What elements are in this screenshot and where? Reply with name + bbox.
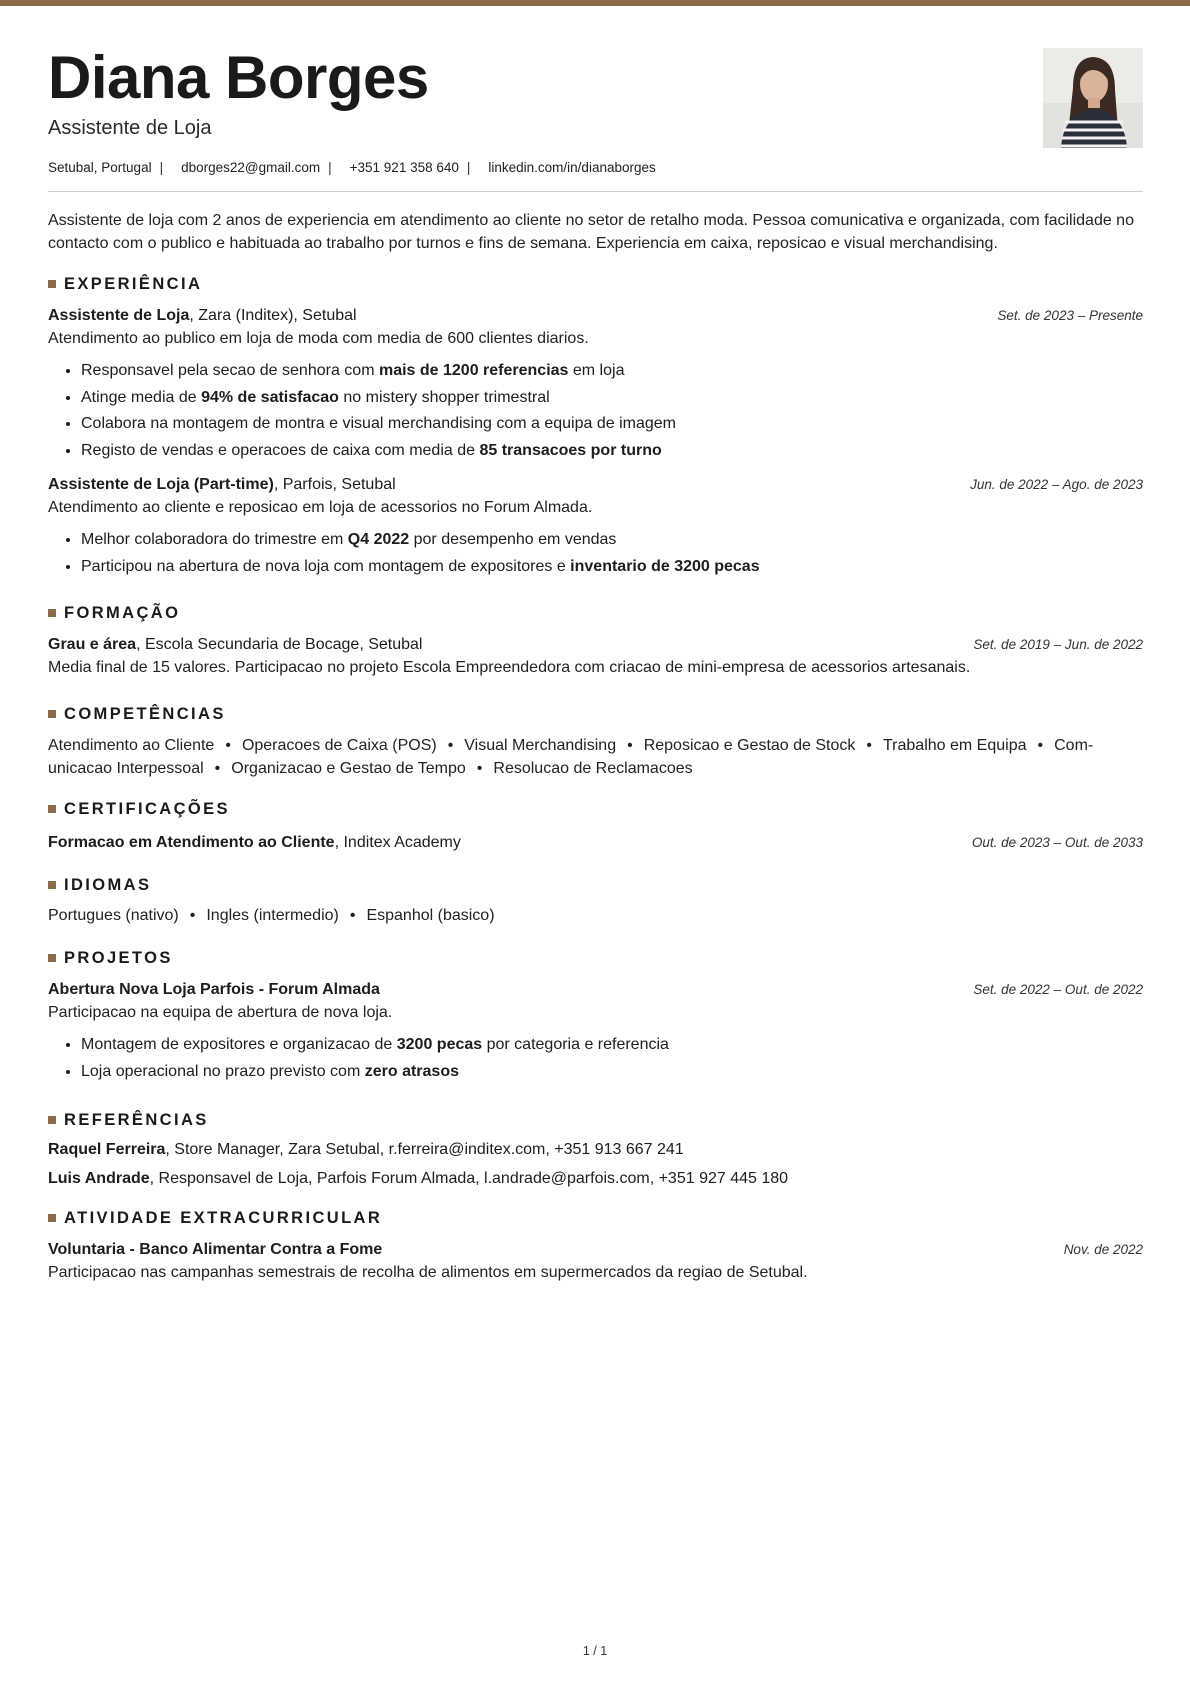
section-heading: [48, 874, 1143, 896]
bullet-dot-icon: •: [866, 737, 872, 754]
portrait-icon: [1043, 48, 1143, 148]
entry-description: Participacao nas campanhas semestrais de recolha de alimentos em supermercados da regiao de Setubal.: [48, 1264, 808, 1281]
bullet-text: Melhor colaboradora do trimestre em: [81, 531, 348, 548]
entry-description: Media final de 15 valores. Participacao no projeto Escola Empreendedora com criacao de mini-empresa de acessorios artesanais.: [48, 659, 971, 676]
extracurricular-entry: [48, 1239, 1143, 1284]
job-role: Assistente de Loja: [48, 307, 190, 324]
section-heading-label: IDIOMAS: [64, 875, 152, 894]
contact-separator: |: [466, 160, 471, 175]
bullet-highlight: mais de 1200 referencias: [378, 362, 569, 379]
bullet-text: Montagem de expositores e organizacao de: [81, 1036, 397, 1053]
job-org: , Parfois, Setubal: [273, 476, 396, 493]
reference-item: [48, 1164, 1143, 1193]
job-role: Assistente de Loja (Part-time): [48, 476, 274, 493]
entry-header: [48, 634, 1143, 656]
bullet-highlight: 85 transacoes por turno: [479, 441, 662, 459]
bullet-dot-icon: •: [225, 737, 231, 754]
entry-header: [48, 474, 1143, 496]
contact-email[interactable]: dborges22@gmail.com: [181, 160, 321, 175]
experience-entry: [48, 305, 1143, 464]
candidate-title: Assistente de Loja: [48, 117, 212, 139]
square-bullet-icon: [48, 609, 56, 617]
bullet-highlight: 94% de satisfacao: [201, 388, 339, 406]
resume-page: [48, 6, 1143, 1284]
entry-header: [48, 1239, 1143, 1261]
bullet-dot-icon: •: [447, 737, 454, 754]
bullet-dot-icon: •: [349, 907, 356, 924]
bullet-text: por categoria e referencia: [482, 1036, 669, 1053]
entry-date: Set. de 2022 – Out. de 2022: [973, 982, 1143, 997]
entry-title: [48, 474, 396, 496]
entry-header: [48, 305, 1143, 327]
degree: Grau e área: [48, 636, 137, 653]
reference-item: [48, 1135, 1143, 1164]
reference-name: Raquel Ferreira: [48, 1141, 166, 1158]
section-heading-label: ATIVIDADE EXTRACURRICULAR: [64, 1208, 383, 1227]
project-name: Abertura Nova Loja Parfois - Forum Almada: [48, 981, 380, 998]
section-heading: [48, 1207, 1143, 1229]
achievement-list: [48, 358, 1143, 464]
language-item: Espanhol (basico): [366, 907, 495, 924]
square-bullet-icon: [48, 280, 56, 288]
section-projects: [48, 947, 1143, 1085]
square-bullet-icon: [48, 710, 56, 718]
list-item: [81, 438, 1143, 465]
entry-date: Nov. de 2022: [1063, 1242, 1143, 1257]
candidate-name: Diana Borges: [48, 44, 429, 111]
skill-item: Visual Merchandising: [464, 737, 617, 754]
experience-entry: [48, 474, 1143, 580]
section-extracurricular: [48, 1207, 1143, 1284]
skills-list: [48, 734, 1143, 780]
section-heading-label: EXPERIÊNCIA: [64, 274, 203, 293]
bullet-dot-icon: •: [1037, 737, 1044, 754]
contact-line: [48, 160, 656, 175]
bullet-text: Registo de vendas e operacoes de caixa com media de: [81, 441, 480, 459]
square-bullet-icon: [48, 881, 56, 889]
project-entry: [48, 979, 1143, 1085]
reference-details: , Store Manager, Zara Setubal, r.ferreira@inditex.com, +351 913 667 241: [165, 1141, 684, 1158]
square-bullet-icon: [48, 1214, 56, 1222]
contact-phone[interactable]: +351 921 358 640: [349, 160, 459, 175]
header-divider: [48, 191, 1143, 192]
bullet-text: no mistery shopper trimestral: [338, 388, 550, 406]
achievement-list: [48, 527, 1143, 580]
entry-description: Atendimento ao cliente e reposicao em loja de acessorios no Forum Almada.: [48, 499, 593, 516]
section-heading-label: CERTIFICAÇÕES: [64, 799, 230, 818]
list-item: [81, 358, 1143, 385]
skill-item: Resolucao de Reclamacoes: [493, 760, 693, 777]
square-bullet-icon: [48, 1116, 56, 1124]
entry-title: [48, 305, 357, 327]
languages-list: [48, 904, 1143, 927]
contact-separator: |: [328, 160, 332, 175]
bullet-dot-icon: •: [189, 907, 196, 924]
section-education: [48, 602, 1143, 679]
section-heading: [48, 947, 1143, 969]
entry-description: Atendimento ao publico em loja de moda com media de 600 clientes diarios.: [48, 330, 589, 347]
reference-name: Luis Andrade: [48, 1170, 150, 1187]
school: , Escola Secundaria de Bocage, Setubal: [136, 636, 423, 653]
bullet-text: Participou na abertura de nova loja com montagem de expositores e: [81, 557, 571, 575]
bullet-text: Colabora na montagem de montra e visual merchandising com a equipa de imagem: [81, 415, 676, 432]
section-heading: [48, 273, 1143, 295]
list-item: [81, 1032, 1143, 1059]
bullet-dot-icon: •: [627, 737, 633, 754]
skill-item: Com-: [1054, 737, 1094, 754]
section-references: [48, 1109, 1143, 1193]
list-item: [81, 385, 1143, 412]
skills-line: [48, 734, 1143, 757]
entry-header: [48, 832, 1143, 854]
entry-date: Jun. de 2022 – Ago. de 2023: [970, 477, 1143, 492]
education-entry: [48, 634, 1143, 679]
page-number: 1 / 1: [582, 1644, 608, 1658]
contact-linkedin[interactable]: linkedin.com/in/dianaborges: [488, 160, 656, 175]
profile-photo: [1043, 48, 1143, 148]
bullet-dot-icon: •: [476, 760, 483, 777]
skills-line: [48, 757, 1143, 780]
bullet-text: Atinge media de: [81, 388, 202, 406]
section-heading: [48, 798, 1143, 820]
list-item: [81, 1059, 1143, 1086]
list-item: [81, 527, 1143, 554]
section-heading: [48, 602, 1143, 624]
skill-item: Operacoes de Caixa (POS): [241, 737, 437, 754]
resume-header: [48, 6, 1143, 192]
section-heading: [48, 1109, 1143, 1131]
bullet-text: em loja: [568, 362, 625, 379]
list-item: [81, 554, 1143, 581]
activity-name: Voluntaria - Banco Alimentar Contra a Fome: [48, 1241, 383, 1258]
bullet-highlight: Q4 2022: [347, 531, 410, 548]
bullet-highlight: inventario de 3200 pecas: [570, 557, 760, 575]
entry-date: Set. de 2023 – Presente: [997, 308, 1143, 323]
bullet-dot-icon: •: [214, 760, 221, 777]
certification-entry: [48, 832, 1143, 854]
entry-description: Participacao na equipa de abertura de nova loja.: [48, 1004, 393, 1021]
square-bullet-icon: [48, 805, 56, 813]
section-languages: [48, 874, 1143, 927]
skill-item: Atendimento ao Cliente: [48, 737, 215, 754]
certification-issuer: , Inditex Academy: [334, 834, 461, 851]
section-skills: [48, 703, 1143, 780]
bullet-highlight: 3200 pecas: [396, 1036, 483, 1053]
section-certifications: [48, 798, 1143, 854]
achievement-list: [48, 1032, 1143, 1085]
skill-item: Reposicao e Gestao de Stock: [643, 737, 856, 754]
skill-item: unicacao Interpessoal: [48, 760, 204, 777]
skill-item: Trabalho em Equipa: [883, 737, 1027, 754]
entry-header: [48, 979, 1143, 1001]
bullet-highlight: zero atrasos: [364, 1062, 459, 1080]
entry-title: [48, 634, 422, 656]
bullet-text: Loja operacional no prazo previsto com: [81, 1062, 365, 1080]
section-heading: [48, 703, 1143, 725]
entry-date: Out. de 2023 – Out. de 2033: [971, 835, 1143, 850]
contact-separator: |: [159, 160, 164, 175]
section-heading-label: PROJETOS: [64, 948, 173, 967]
profile-summary: Assistente de loja com 2 anos de experiencia em atendimento ao cliente no setor de retalho moda. Pessoa comunicativa e organizada, com facilidade no contacto com o publico e habituada ao trabalho por turnos e fins de semana. Experiencia em caixa, reposicao e visual merchandising.: [48, 212, 1134, 252]
entry-date: Set. de 2019 – Jun. de 2022: [973, 637, 1143, 652]
section-experience: [48, 273, 1143, 580]
language-item: Ingles (intermedio): [206, 907, 339, 924]
section-heading-label: REFERÊNCIAS: [64, 1110, 209, 1129]
square-bullet-icon: [48, 954, 56, 962]
reference-details: , Responsavel de Loja, Parfois Forum Almada, l.andrade@parfois.com, +351 927 445 180: [149, 1170, 789, 1187]
certification-name: Formacao em Atendimento ao Cliente: [48, 834, 335, 851]
bullet-text: Responsavel pela secao de senhora com: [81, 362, 379, 379]
skill-item: Organizacao e Gestao de Tempo: [231, 760, 466, 777]
section-heading-label: FORMAÇÃO: [64, 603, 181, 622]
contact-location: Setubal, Portugal: [48, 160, 152, 175]
bullet-text: por desempenho em vendas: [409, 531, 617, 548]
language-item: Portugues (nativo): [48, 907, 179, 924]
job-org: , Zara (Inditex), Setubal: [189, 307, 357, 324]
section-heading-label: COMPETÊNCIAS: [64, 704, 226, 723]
list-item: [81, 411, 1143, 438]
entry-title: [48, 832, 461, 854]
